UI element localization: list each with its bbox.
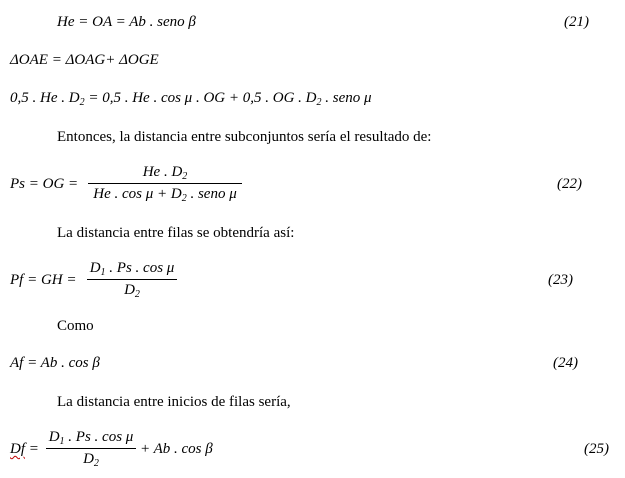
equation-25-rest: + Ab . cos β bbox=[140, 441, 213, 457]
equation-triangle-areas: ΔOAE = ΔOAG+ ΔOGE bbox=[10, 52, 159, 68]
equation-21: He = OA = Ab . seno β bbox=[57, 14, 196, 30]
equation-23-number: (23) bbox=[548, 272, 573, 288]
equation-25-fraction bbox=[46, 428, 136, 468]
equation-area-sub2: 2 bbox=[316, 97, 322, 108]
equation-22-numerator: He . $D_2$ bbox=[142, 164, 188, 182]
equation-22-number: (22) bbox=[557, 176, 582, 192]
equation-25-lhs-equals: = bbox=[25, 441, 39, 457]
equation-23-numerator: $D_1$ . Ps . cos μ bbox=[89, 260, 175, 278]
equation-23-fraction bbox=[87, 259, 177, 299]
equation-area-part1: 0,5 . He . D bbox=[10, 90, 80, 106]
equation-24: Af = Ab . cos β bbox=[10, 355, 100, 371]
equation-22-lhs: Ps = OG = bbox=[10, 176, 79, 192]
equation-25-numerator: $D_1$ . Ps . cos μ bbox=[48, 429, 134, 447]
paragraph-subset-distance: Entonces, la distancia entre subconjuntos sería el resultado de: bbox=[57, 129, 432, 145]
paragraph-row-distance: La distancia entre filas se obtendría así: bbox=[57, 225, 295, 241]
equation-22-fraction-bar bbox=[88, 183, 242, 184]
equation-24-number: (24) bbox=[553, 355, 578, 371]
equation-25-number: (25) bbox=[584, 441, 609, 457]
equation-23-fraction-bar bbox=[87, 279, 177, 280]
equation-25-lhs-word: Df bbox=[10, 441, 25, 457]
equation-22-fraction bbox=[88, 163, 242, 203]
paragraph-row-start-distance: La distancia entre inicios de filas sería, bbox=[57, 394, 291, 410]
equation-25-fraction-bar bbox=[46, 448, 136, 449]
equation-area-part3: . seno μ bbox=[321, 90, 372, 106]
equation-25-denominator: $D_2$ bbox=[83, 451, 99, 469]
paragraph-como: Como bbox=[57, 318, 94, 334]
equation-25-lhs bbox=[10, 440, 39, 458]
equation-23-lhs: Pf = GH = bbox=[10, 272, 77, 288]
equation-23-denominator: $D_2$ bbox=[124, 282, 140, 300]
equation-area-part2: = 0,5 . He . cos μ . OG + 0,5 . OG . D bbox=[84, 90, 317, 106]
equation-area-sub1: 2 bbox=[79, 97, 85, 108]
equation-21-number: (21) bbox=[564, 14, 589, 30]
equation-area-expansion bbox=[10, 89, 372, 107]
equation-22-denominator: He . $\cos \mu + D_2$ . seno μ bbox=[93, 186, 237, 204]
